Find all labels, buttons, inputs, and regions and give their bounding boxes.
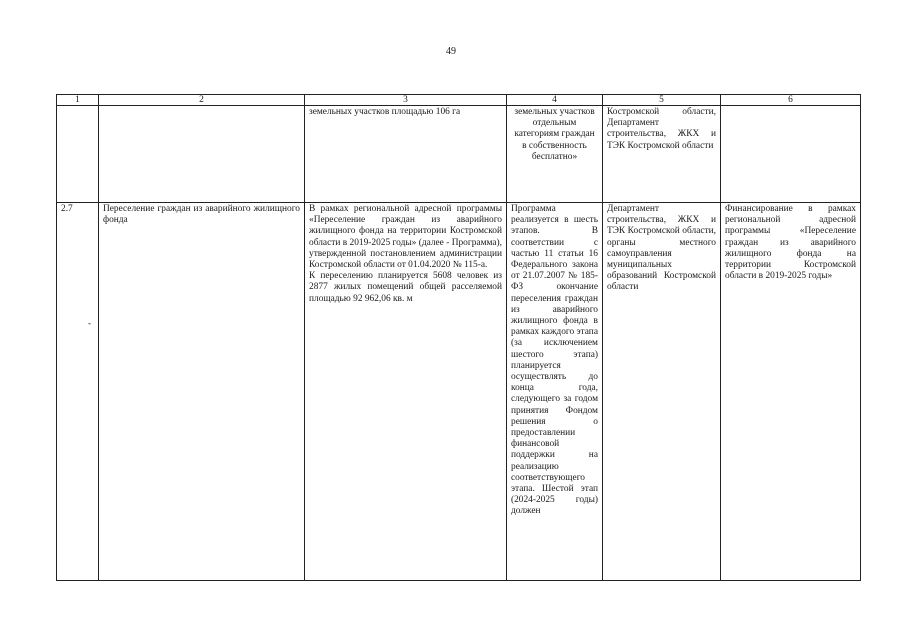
header-col-5: 5 xyxy=(603,95,721,106)
header-col-6: 6 xyxy=(721,95,861,106)
page-number: 49 xyxy=(446,46,456,57)
cell-responsible: Департамент строительства, ЖКХ и ТЭК Костромской области, органы местного самоуправления муниципальных образований Костромской области xyxy=(603,203,721,581)
cell-number: 2.7 xyxy=(57,203,99,581)
cell-financing: Финансирование в рамках региональной адресной программы «Переселение граждан из аварийного жилищного фонда на территории Костромской области в 2019-2025 годы» xyxy=(721,203,861,581)
cell-description: земельных участков площадью 106 га xyxy=(305,106,507,203)
margin-mark: - xyxy=(88,318,91,328)
cell-financing xyxy=(721,106,861,203)
cell-mechanism: земельных участков отдельным категориям граждан в собственность бесплатно» xyxy=(507,106,603,203)
table-row-continuation xyxy=(57,106,861,203)
cell-description xyxy=(305,203,507,581)
cell-mechanism: Программа реализуется в шесть этапов. В соответствии с частью 11 статьи 16 Федерального закона от 21.07.2007 № 185-ФЗ окончание переселения граждан из аварийного жилищного фонда в рамках каждого этапа (за исключением шестого этапа) планируется осуществлять до конца года, следующего за годом принятия Фондом решения о предоставлении финансовой поддержки на реализацию соответствующего этапа. Шестой этап (2024-2025 годы) должен xyxy=(507,203,603,581)
description-paragraph-2: К переселению планируется 5608 человек из 2877 жилых помещений общей расселяемой площадью 92 962,06 кв. м xyxy=(309,271,502,304)
table-row-2-7 xyxy=(57,203,861,581)
description-paragraph-1: В рамках региональной адресной программы «Переселение граждан из аварийного жилищного фонда на территории Костромской области в 2019-2025 годы» (далее - Программа), утвержденной постановлением администрации Костромской области от 01.04.2020 № 115-а. xyxy=(309,204,502,271)
header-col-1: 1 xyxy=(57,95,99,106)
header-col-2: 2 xyxy=(99,95,305,106)
cell-title: Переселение граждан из аварийного жилищного фонда xyxy=(99,203,305,581)
header-col-4: 4 xyxy=(507,95,603,106)
cell-title xyxy=(99,106,305,203)
document-table xyxy=(56,94,861,581)
cell-responsible: Костромской области, Департамент строительства, ЖКХ и ТЭК Костромской области xyxy=(603,106,721,203)
header-col-3: 3 xyxy=(305,95,507,106)
table-header-row xyxy=(57,95,861,106)
cell-number xyxy=(57,106,99,203)
